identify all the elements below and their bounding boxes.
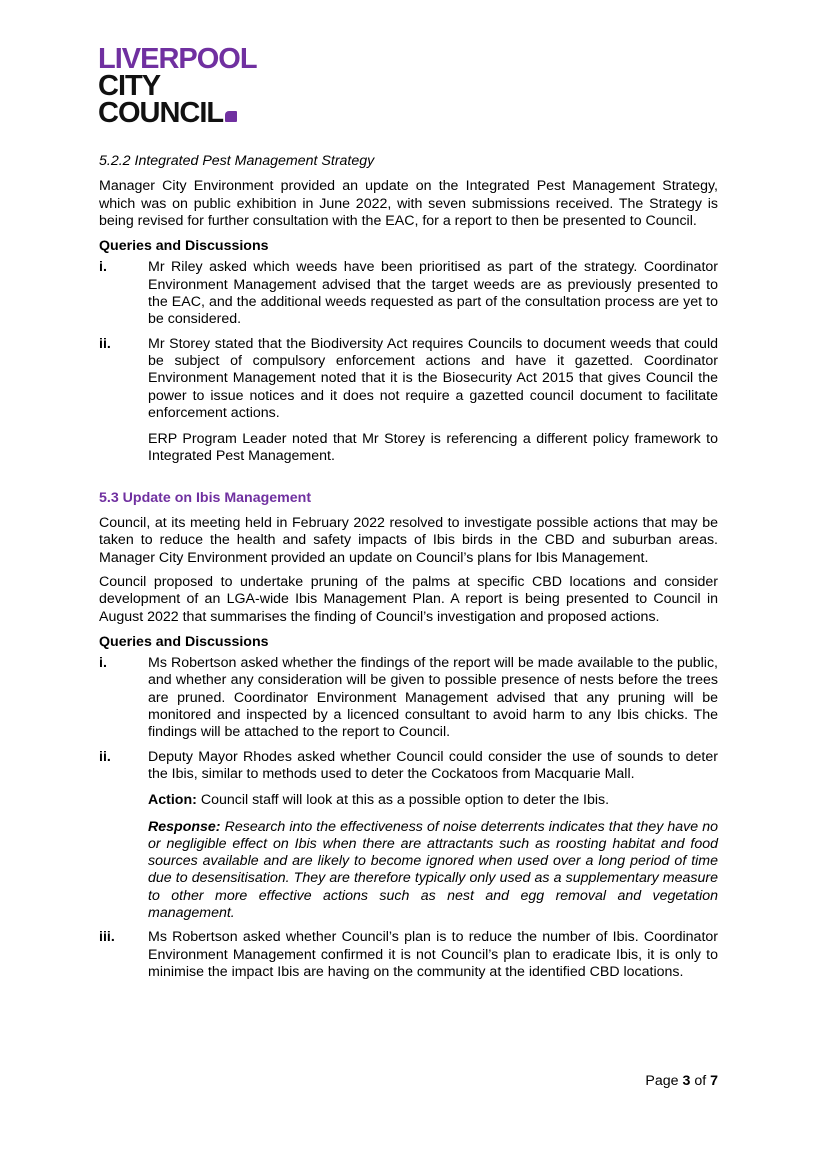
section-522-heading: 5.2.2 Integrated Pest Management Strategy — [99, 153, 375, 169]
response-text: Research into the effectiveness of noise deterrents indicates that they have no or negligible effect on Ibis when there are attractants such as roosting habitat and food sources available and are likely to become ignored when used over a long period of time due to desensitisation. They are therefore typically only used as a supplementary measure to other more effective actions such as nest and egg removal and vegetation management. — [148, 818, 718, 921]
list-item — [99, 749, 718, 923]
item-number: iii. — [99, 929, 115, 946]
section-53-queries-heading: Queries and Discussions — [99, 633, 269, 650]
list-item — [99, 336, 718, 466]
page-footer — [0, 1073, 718, 1089]
section-53-heading: 5.3 Update on Ibis Management — [99, 489, 312, 506]
item-text: Ms Robertson asked whether Council’s plan is to reduce the number of Ibis. Coordinator Environment Management confirmed it is not Council’s plan to eradicate Ibis, it is only to minimise the impact Ibis are having on the community at the identified CBD locations. — [148, 929, 718, 980]
council-logo — [98, 43, 257, 129]
logo-line-1: LIVERPOOL — [98, 43, 257, 75]
response-label: Response: — [148, 818, 221, 835]
section-522-paragraph: Manager City Environment provided an update on the Integrated Pest Management Strategy, which was on public exhibition in June 2022, with seven submissions received. The Strategy is being revised for further consultation with the EAC, for a report to then be presented to Council. — [99, 178, 718, 229]
item-number: i. — [99, 259, 107, 276]
logo-line-2: CITY — [98, 70, 161, 102]
item-text: Mr Storey stated that the Biodiversity Act requires Councils to document weeds that could be subject of compulsory enforcement actions and have it gazetted. Coordinator Environment Management noted that it is the Biosecurity Act 2015 that gives Council the power to issue notices and it does not require a gazetted council document to facilitate enforcement actions. — [148, 335, 718, 421]
item-text: Ms Robertson asked whether the findings of the report will be made available to the public, and whether any consideration will be given to possible presence of nests before the trees are pruned. Coordinator Environment Management advised that any pruning will be monitored and inspected by a licenced consultant to avoid harm to any Ibis chicks. The findings will be attached to the report to Council. — [148, 655, 718, 741]
item-text: Mr Riley asked which weeds have been prioritised as part of the strategy. Coordinator Environment Management advised that the target weeds are as previously presented to the EAC, and the additional weeds requested as part of the consultation process are yet to be considered. — [148, 259, 718, 328]
logo-line-3 — [98, 97, 257, 129]
response-note — [148, 819, 718, 923]
section-53-paragraph-1: Council, at its meeting held in February 2022 resolved to investigate possible actions that may be taken to reduce the health and safety impacts of Ibis birds in the CBD and suburban areas. Manager City Environment provided an update on Council’s plans for Ibis Management. — [99, 515, 718, 566]
logo-line-3-text: COUNCIL — [98, 97, 224, 129]
action-note — [148, 792, 718, 809]
item-number: ii. — [99, 335, 111, 352]
list-item — [99, 259, 718, 328]
action-label: Action: — [148, 792, 197, 809]
page-total: 7 — [710, 1073, 718, 1089]
section-53-paragraph-2: Council proposed to undertake pruning of the palms at specific CBD locations and consider development of an LGA-wide Ibis Management Plan. A report is being presented to Council in August 2022 that summarises the finding of Council’s investigation and proposed actions. — [99, 573, 718, 625]
item-number: i. — [99, 655, 107, 672]
action-text: Council staff will look at this as a possible option to deter the Ibis. — [196, 792, 610, 809]
list-item — [99, 929, 718, 981]
section-522-queries-heading: Queries and Discussions — [99, 238, 269, 255]
item-text: Deputy Mayor Rhodes asked whether Council could consider the use of sounds to deter the Ibis, similar to methods used to deter the Cockatoos from Macquarie Mall. — [148, 748, 718, 782]
page-label: Page — [645, 1073, 683, 1089]
page-number: 3 — [682, 1073, 691, 1089]
item-number: ii. — [99, 748, 111, 765]
document-body — [99, 153, 718, 988]
list-item — [99, 655, 718, 741]
item-text-followup: ERP Program Leader noted that Mr Storey is referencing a different policy framework to Integrated Pest Management. — [148, 431, 718, 465]
page-of-label: of — [690, 1073, 711, 1089]
logo-mark-icon — [225, 111, 237, 122]
